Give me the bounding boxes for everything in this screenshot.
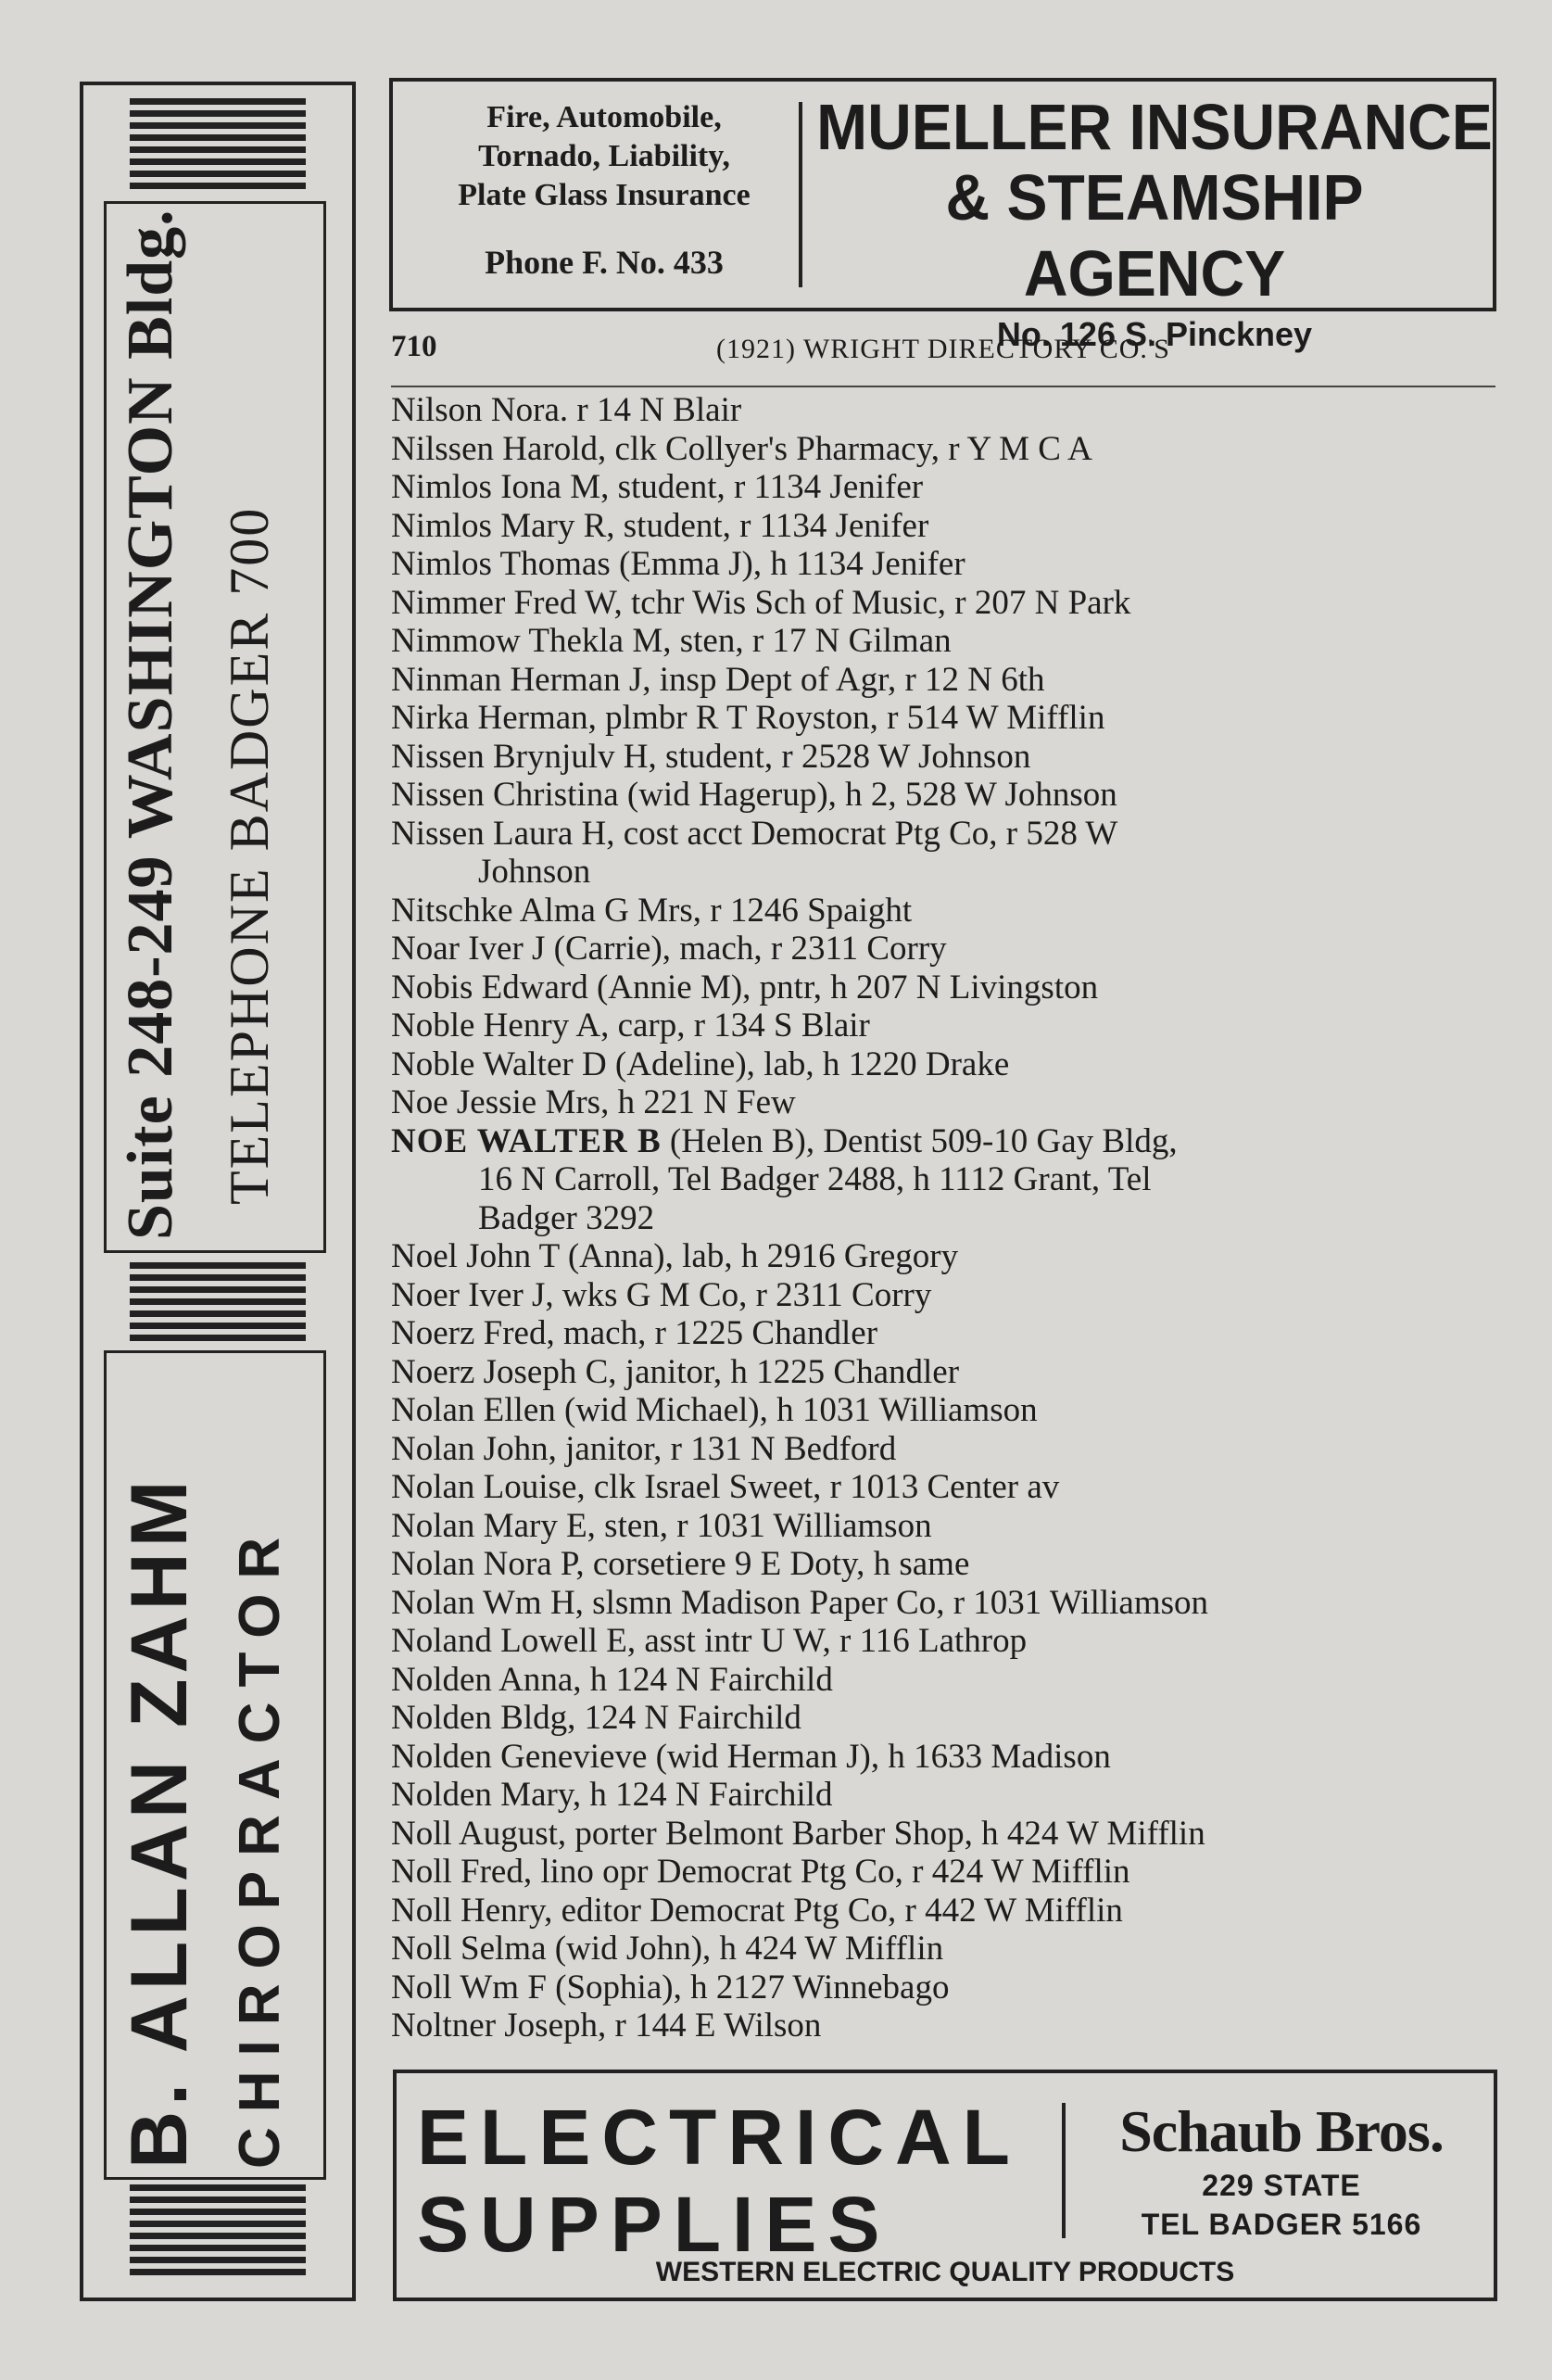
directory-entry: Nolan Louise, clk Israel Sweet, r 1013 Center av [391,1468,1060,1506]
directory-entry: Noble Walter D (Adeline), lab, h 1220 Drake [391,1044,1010,1083]
store-address: 229 STATE [1202,2169,1361,2202]
directory-entry: Nimlos Mary R, student, r 1134 Jenifer [391,506,929,545]
side-advertisement [80,82,356,2301]
directory-entry: Nolan Wm H, slsmn Madison Paper Co, r 1031 Williamson [391,1583,1209,1622]
directory-entry: Nissen Laura H, cost acct Democrat Ptg Co, r 528 W Johnson [391,814,1118,891]
heading-line2: SUPPLIES [417,2181,891,2268]
page-title: (1921) WRIGHT DIRECTORY CO.'S [716,334,1170,364]
directory-entry: Nilson Nora. r 14 N Blair [391,391,742,429]
service-line: Fire, Automobile, [486,100,722,134]
directory-entry-featured: NOE WALTER B (Helen B), Dentist 509-10 Gay Bldg, 16 N Carroll, Tel Badger 2488, h 1112 Grant, Tel Badger 3292 [391,1121,1178,1237]
decorative-bars [130,98,306,195]
insurance-services [410,98,799,282]
directory-entry: Noe Jessie Mrs, h 221 N Few [391,1083,796,1121]
advertiser-name: B. ALLAN ZAHM [115,1475,204,2169]
directory-entry: Noerz Fred, mach, r 1225 Chandler [391,1314,878,1352]
suite-text: Suite 248-249 WASHINGTON Bldg. [115,209,186,1240]
directory-entry: Noel John T (Anna), lab, h 2916 Gregory [391,1237,959,1275]
directory-entry: Nirka Herman, plmbr R T Royston, r 514 W Mifflin [391,699,1105,737]
service-line: Tornado, Liability, [478,139,730,173]
directory-entry: Nimlos Thomas (Emma J), h 1134 Jenifer [391,545,965,583]
bottom-advertisement [393,2070,1497,2301]
directory-entry: Nolden Mary, h 124 N Fairchild [391,1776,833,1814]
insurance-company [812,91,1497,354]
directory-entry: Nimlos Iona M, student, r 1134 Jenifer [391,468,924,506]
directory-entry: Noltner Joseph, r 144 E Wilson [391,2007,822,2045]
directory-entry: Nitschke Alma G Mrs, r 1246 Spaight [391,891,913,930]
directory-entry: Nolan Nora P, corsetiere 9 E Doty, h same [391,1545,970,1583]
directory-entry: Nolan Mary E, sten, r 1031 Williamson [391,1506,932,1545]
company-name-line1: MUELLER INSURANCE [816,91,1493,163]
directory-entry: Nolan Ellen (wid Michael), h 1031 Williamson [391,1391,1038,1429]
directory-entry: Nobis Edward (Annie M), pntr, h 207 N Livingston [391,968,1099,1006]
directory-entry: Noll Selma (wid John), h 424 W Mifflin [391,1930,944,1968]
directory-entry: Noll August, porter Belmont Barber Shop, h 424 W Mifflin [391,1814,1205,1853]
directory-entry: Nissen Christina (wid Hagerup), h 2, 528 W Johnson [391,776,1117,814]
address-box [104,201,326,1253]
directory-entry: Nilssen Harold, clk Collyer's Pharmacy, r Y M C A [391,429,1092,468]
directory-entry: Nimmer Fred W, tchr Wis Sch of Music, r 207 N Park [391,583,1131,622]
directory-entry: Noland Lowell E, asst intr U W, r 116 Lathrop [391,1622,1028,1660]
name-box [104,1350,326,2180]
decorative-bars [130,2184,306,2281]
electrical-supplies-heading [417,2094,1021,2268]
directory-entry: Nolden Anna, h 124 N Fairchild [391,1660,833,1699]
directory-entry: Noer Iver J, wks G M Co, r 2311 Corry [391,1275,932,1314]
directory-entry: Noll Fred, lino opr Democrat Ptg Co, r 424 W Mifflin [391,1853,1130,1891]
page-header [391,330,1495,367]
telephone-text: TELEPHONE BADGER 700 [219,506,280,1205]
directory-entry: Noll Henry, editor Democrat Ptg Co, r 442 W Mifflin [391,1891,1123,1930]
directory-entry: Noerz Joseph C, janitor, h 1225 Chandler [391,1352,960,1391]
directory-listing [391,391,1495,2045]
directory-entry: Noar Iver J (Carrie), mach, r 2311 Corry [391,930,947,968]
page-number: 710 [391,330,437,363]
insurance-phone: Phone F. No. 433 [485,244,724,281]
directory-entry: Nissen Brynjulv H, student, r 2528 W Johnson [391,737,1031,776]
directory-entry: Ninman Herman J, insp Dept of Agr, r 12 N 6th [391,660,1045,699]
ad-divider [799,102,802,287]
ad-divider [1062,2103,1066,2238]
company-address: No. 126 S. Pinckney [996,315,1313,353]
company-name-line2: & STEAMSHIP AGENCY [945,161,1364,310]
heading-line1: ELECTRICAL [417,2094,1021,2181]
header-rule [391,386,1495,387]
directory-entry: Nolden Genevieve (wid Herman J), h 1633 Madison [391,1737,1111,1776]
store-phone: TEL BADGER 5166 [1141,2208,1422,2241]
decorative-bars [130,1262,306,1347]
directory-entry: Noble Henry A, carp, r 134 S Blair [391,1006,870,1044]
directory-entry: Nimmow Thekla M, sten, r 17 N Gilman [391,622,952,660]
directory-entry: Nolden Bldg, 124 N Fairchild [391,1699,801,1737]
directory-entry: Nolan John, janitor, r 131 N Bedford [391,1429,897,1468]
store-info [1073,2097,1490,2244]
advertiser-profession: CHIROPRACTOR [228,1522,292,2169]
directory-entry: Noll Wm F (Sophia), h 2127 Winnebago [391,1968,950,2007]
store-brand: Schaub Bros. [1119,2098,1444,2164]
store-tagline: WESTERN ELECTRIC QUALITY PRODUCTS [655,2257,1235,2287]
service-line: Plate Glass Insurance [458,178,751,212]
